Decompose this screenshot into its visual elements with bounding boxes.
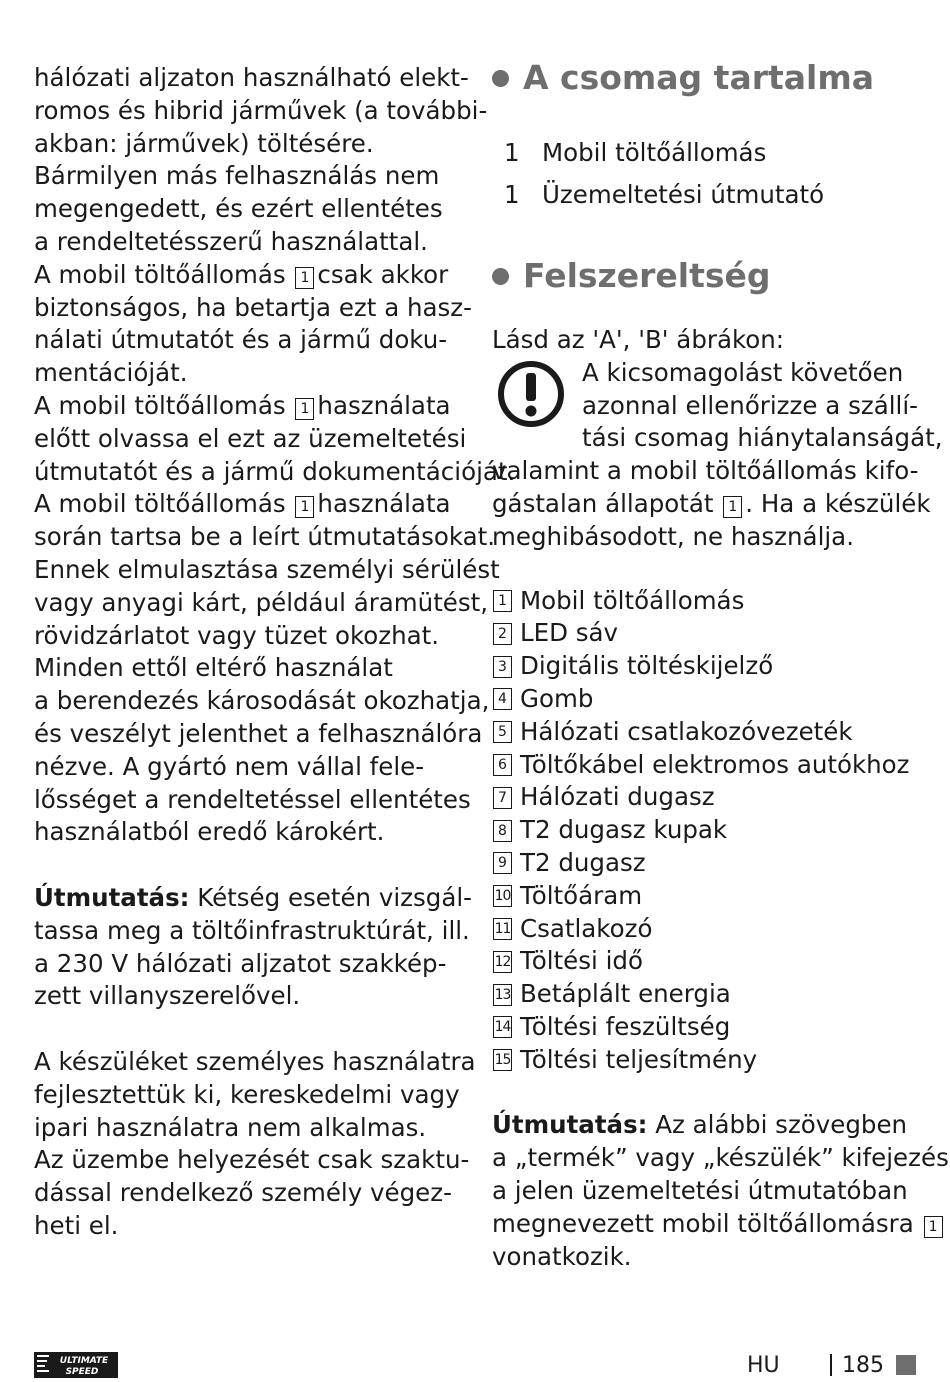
text-line: Minden ettől eltérő használat [34,653,393,683]
footer-divider [830,1354,832,1376]
list-item: 11 Csatlakozó [494,913,653,943]
list-item: 2 LED sáv [492,617,922,650]
warning-block [492,357,943,554]
text-line: Útmutatás: Kétség esetén vizsgál- [34,882,472,912]
text-line: használatból eredő károkért. [34,817,385,847]
text-line: a jelen üzemeltetési útmutatóban [492,1175,908,1205]
text-line: útmutatót és a jármű dokumentációját. [34,456,516,486]
part-number-box: 1 [493,590,512,612]
instructions-paragraph [34,488,500,849]
note-label: Útmutatás: [34,882,190,912]
language-code: HU [747,1353,780,1378]
list-item: 10 Töltőáram [494,880,643,910]
text-line: fejlesztettük ki, kereskedelmi vagy [34,1079,460,1109]
list-item: 12 Töltési idő [494,946,643,976]
parts-list [492,585,922,1077]
text-line: hálózati aljzaton használható elekt- [34,63,469,92]
see-figures-text: Lásd az 'A', 'B' ábrákon: [492,325,785,354]
list-item: 7 Hálózati dugasz [492,781,922,814]
part-number-box: 7 [493,787,512,809]
page-footer [0,1352,950,1382]
part-number-box: 12 [493,951,512,973]
text-line: a „termék” vagy „készülék” kifejezés [492,1143,949,1173]
text-line: Útmutatás: Az alábbi szövegben [492,1110,908,1140]
text-line: zett villanyszerelővel. [34,981,301,1011]
text-line: A mobil töltőállomás 1 csak akkor [34,259,449,289]
read-manual-paragraph [34,390,516,488]
part-number-box: 6 [493,754,512,776]
part-number-box: 13 [493,984,512,1006]
text-line: valamint a mobil töltőállomás kifo- [492,456,919,486]
text-line: lősséget a rendeltetéssel ellentétes [34,784,471,814]
text-line: megnevezett mobil töltőállomásra 1 [492,1208,922,1241]
note-paragraph [492,1109,949,1273]
page-marker-square [896,1355,916,1375]
text-line: és veszélyt jelenthet a felhasználóra [34,718,483,748]
text-line: vonatkozik. [492,1241,632,1271]
svg-text:ULTIMATE: ULTIMATE [59,1356,109,1366]
package-item: 1 Üzemeltetési útmutató [504,180,825,209]
bullet-icon [492,70,509,87]
text-line: biztonságos, ha betartja ezt a hasz- [34,292,472,322]
part-number-box: 14 [493,1016,512,1038]
right-column [492,58,949,1273]
page-number: 185 [842,1353,884,1378]
text-line: romos és hibrid járművek (a további- [34,95,488,125]
part-number-box: 1 [295,398,314,420]
safety-paragraph [34,259,472,390]
text-line: gástalan állapotát 1 . Ha a készülék [492,488,931,518]
part-number-box: 3 [493,656,512,678]
svg-text:SPEED: SPEED [65,1367,99,1377]
package-list [492,132,922,216]
text-line: akban: járművek) töltésére. [34,128,374,158]
equipment-heading: Felszereltség [492,256,922,296]
part-number-box: 10 [493,885,512,907]
text-line: rövidzárlatot vagy tüzet okozhat. [34,620,440,650]
part-number-box: 11 [493,918,512,940]
bullet-icon [492,268,509,285]
text-line: dással rendelkező személy végez- [34,1178,452,1208]
text-line: Bármilyen más felhasználás nem [34,161,440,191]
text-line: heti el. [34,1210,119,1240]
list-item: 9 T2 dugasz [492,847,922,880]
part-number-box: 2 [493,623,512,645]
part-number-box: 1 [924,1216,943,1238]
exclamation-circle-icon [496,359,566,429]
text-line: előtt olvassa el ezt az üzemeltetési [34,423,467,453]
package-contents-heading: A csomag tartalma [492,58,922,98]
part-number-box: 15 [493,1049,512,1071]
ultimate-speed-logo [34,1352,118,1378]
list-item: 5 Hálózati csatlakozóvezeték [492,716,922,749]
part-number-box: 8 [493,820,512,842]
list-item: 8 T2 dugasz kupak [492,814,922,847]
part-number-box: 1 [295,267,314,289]
part-number-box: 9 [493,852,512,874]
list-item: 3 Digitális töltéskijelző [492,650,922,683]
text-line: tási csomag hiánytalanságát, [582,423,943,453]
text-line: A készüléket személyes használatra [34,1046,476,1076]
text-line: megengedett, és ezért ellentétes [34,194,443,224]
text-line: során tartsa be a leírt útmutatásokat. [34,522,496,552]
text-line: tassa meg a töltőinfrastruktúrát, ill. [34,915,470,945]
part-number-box: 1 [295,496,314,518]
text-line: mentációját. [34,358,188,388]
part-number-box: 4 [493,688,512,710]
text-line: azonnal ellenőrizze a szállí- [582,390,918,420]
text-line: A mobil töltőállomás 1 használata [34,390,451,420]
list-item: 15 Töltési teljesítmény [494,1044,758,1074]
list-item: 1 Mobil töltőállomás [492,585,922,618]
note-label: Útmutatás: [492,1110,648,1140]
personal-use-paragraph [34,1046,476,1243]
text-line: a rendeltetésszerű használattal. [34,226,428,256]
text-line: a 230 V hálózati aljzatot szakkép- [34,948,447,978]
intended-use-paragraph [34,62,488,259]
list-item: 6 Töltőkábel elektromos autókhoz [492,749,922,782]
text-line: a berendezés károsodását okozhatja, [34,686,490,716]
part-number-box: 5 [493,721,512,743]
part-number-box: 1 [723,496,742,518]
list-item: 4 Gomb [492,683,922,716]
package-item: 1 Mobil töltőállomás [504,138,767,167]
list-item: 13 Betáplált energia [494,979,731,1009]
note-paragraph [34,882,472,1013]
text-line: nálati útmutatót és a jármű doku- [34,325,448,355]
text-line: A mobil töltőállomás 1 használata [34,489,451,519]
text-line: meghibásodott, ne használja. [492,521,854,551]
text-line: Az üzembe helyezését csak szaktu- [34,1145,470,1175]
text-line: Ennek elmulasztása személyi sérülést [34,554,500,584]
list-item: 14 Töltési feszültség [494,1011,731,1041]
text-line: ipari használatra nem alkalmas. [34,1112,427,1142]
text-line: A kicsomagolást követően [582,357,904,387]
text-line: vagy anyagi kárt, például áramütést, [34,587,489,617]
text-line: nézve. A gyártó nem vállal fele- [34,751,425,781]
